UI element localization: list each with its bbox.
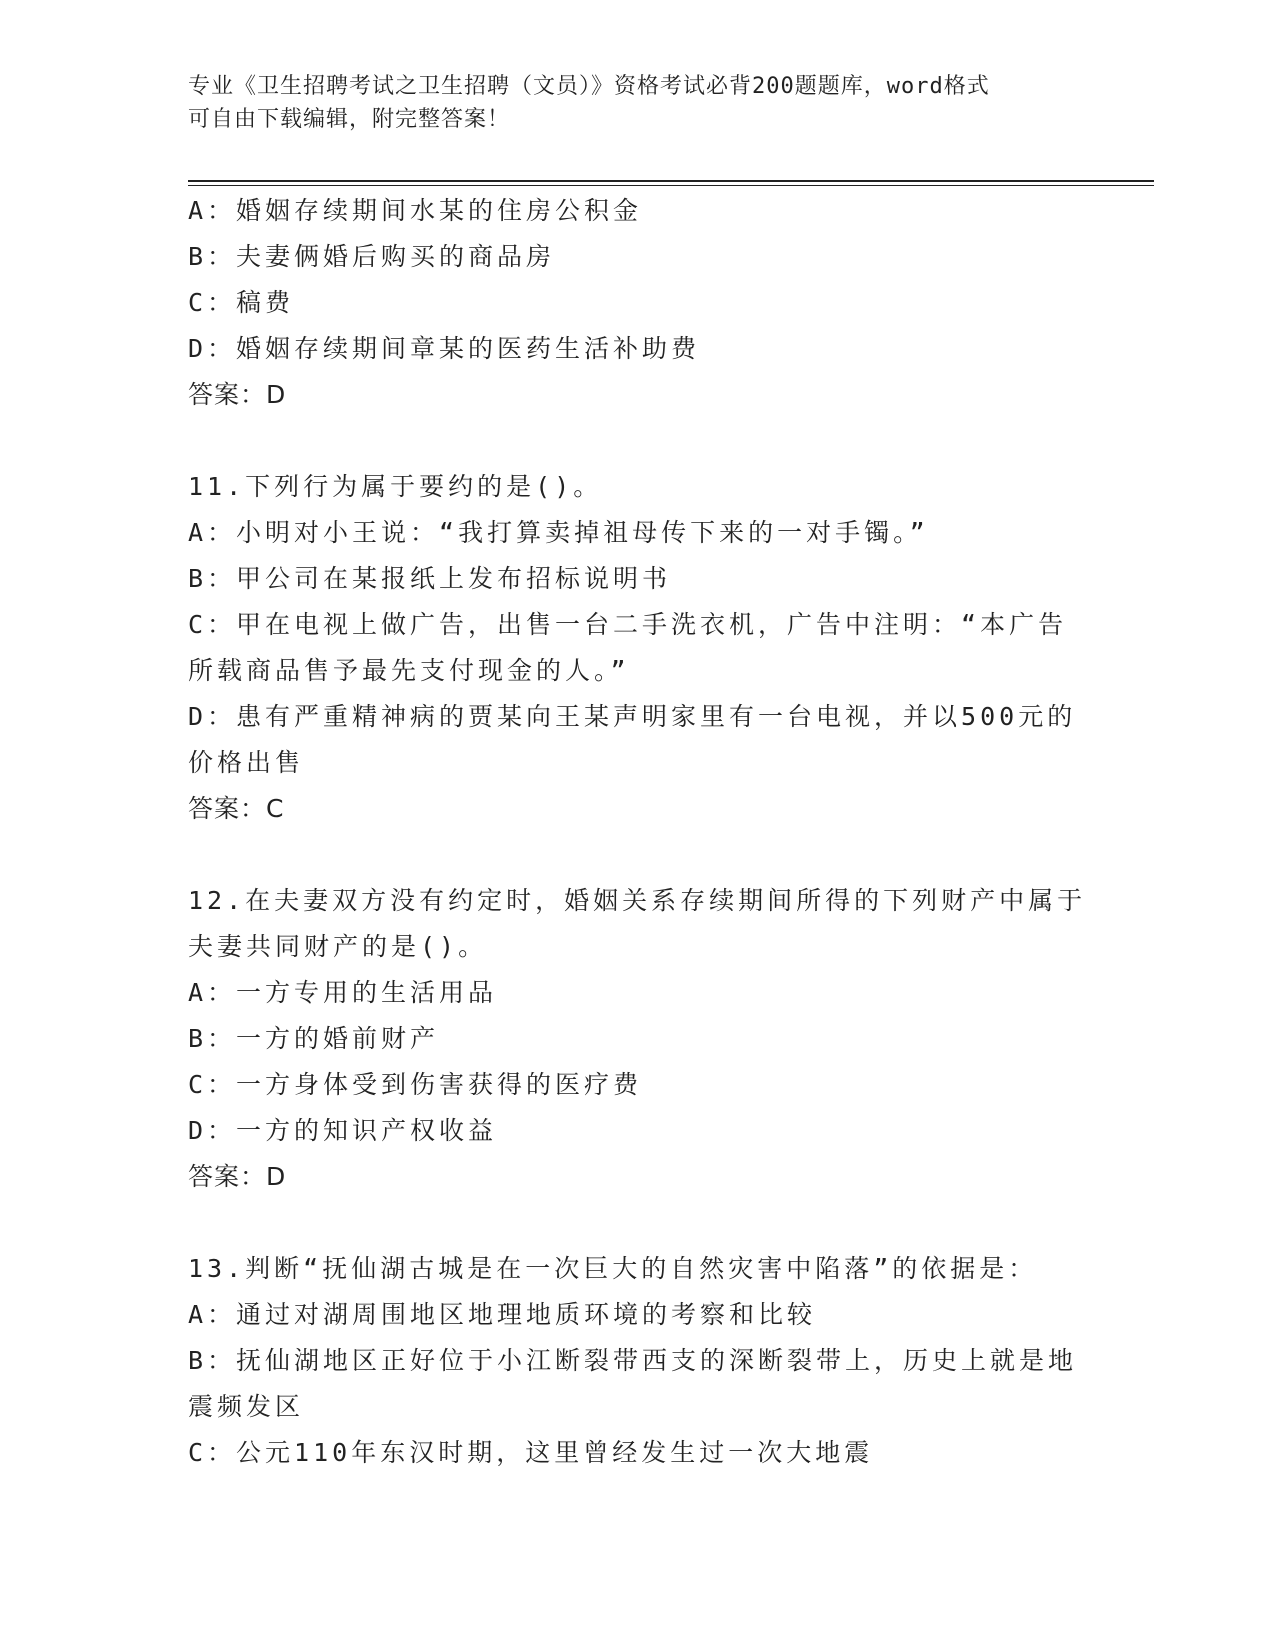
- q11-option-c-line-2: 所载商品售予最先支付现金的人。”: [188, 656, 630, 685]
- q13-option-b-line-2: 震频发区: [188, 1392, 305, 1421]
- q11-option-c-line-1: C：甲在电视上做广告，出售一台二手洗衣机，广告中注明：“本广告: [188, 610, 1068, 639]
- q11-option-a: A：小明对小王说：“我打算卖掉祖母传下来的一对手镯。”: [188, 518, 929, 547]
- q11-answer: 答案：C: [188, 794, 285, 823]
- header-divider-thick: [188, 180, 1154, 182]
- q12-answer: 答案：D: [188, 1162, 287, 1191]
- header-divider-thin: [188, 185, 1154, 186]
- question-11-block: [188, 464, 1088, 832]
- q12-option-a: A：一方专用的生活用品: [188, 978, 498, 1007]
- q12-question-line-1: 12.在夫妻双方没有约定时，婚姻关系存续期间所得的下列财产中属于: [188, 886, 1087, 915]
- q12-question-line-2: 夫妻共同财产的是()。: [188, 932, 488, 961]
- header-line-1: 专业《卫生招聘考试之卫生招聘（文员）》资格考试必背200题题库，word格式: [188, 74, 990, 99]
- question-13-block: [188, 1246, 1088, 1476]
- q12-option-b: B：一方的婚前财产: [188, 1024, 440, 1053]
- q10-option-d: D：婚姻存续期间章某的医药生活补助费: [188, 334, 701, 363]
- q12-option-c: C：一方身体受到伤害获得的医疗费: [188, 1070, 643, 1099]
- spacer: [188, 832, 1088, 878]
- q11-option-d-line-2: 价格出售: [188, 748, 305, 777]
- q13-option-c: C：公元110年东汉时期，这里曾经发生过一次大地震: [188, 1438, 874, 1467]
- q10-option-c: C：稿费: [188, 288, 295, 317]
- q11-question: 11.下列行为属于要约的是()。: [188, 472, 603, 501]
- q10-answer: 答案：D: [188, 380, 287, 409]
- q11-option-d-line-1: D：患有严重精神病的贾某向王某声明家里有一台电视，并以500元的: [188, 702, 1077, 731]
- question-12-block: [188, 878, 1088, 1200]
- q10-option-a: A：婚姻存续期间水某的住房公积金: [188, 196, 643, 225]
- q11-option-b: B：甲公司在某报纸上发布招标说明书: [188, 564, 672, 593]
- q12-option-d: D：一方的知识产权收益: [188, 1116, 498, 1145]
- header-line-2: 可自由下载编辑，附完整答案！: [188, 107, 511, 132]
- spacer: [188, 418, 1088, 464]
- document-header: [188, 70, 1068, 136]
- q13-question: 13.判断“抚仙湖古城是在一次巨大的自然灾害中陷落”的依据是：: [188, 1254, 1038, 1283]
- q13-option-a: A：通过对湖周围地区地理地质环境的考察和比较: [188, 1300, 817, 1329]
- spacer: [188, 1200, 1088, 1246]
- q13-option-b-line-1: B：抚仙湖地区正好位于小江断裂带西支的深断裂带上，历史上就是地: [188, 1346, 1078, 1375]
- question-list: [188, 188, 1088, 1476]
- question-10-block: [188, 188, 1088, 418]
- q10-option-b: B：夫妻俩婚后购买的商品房: [188, 242, 556, 271]
